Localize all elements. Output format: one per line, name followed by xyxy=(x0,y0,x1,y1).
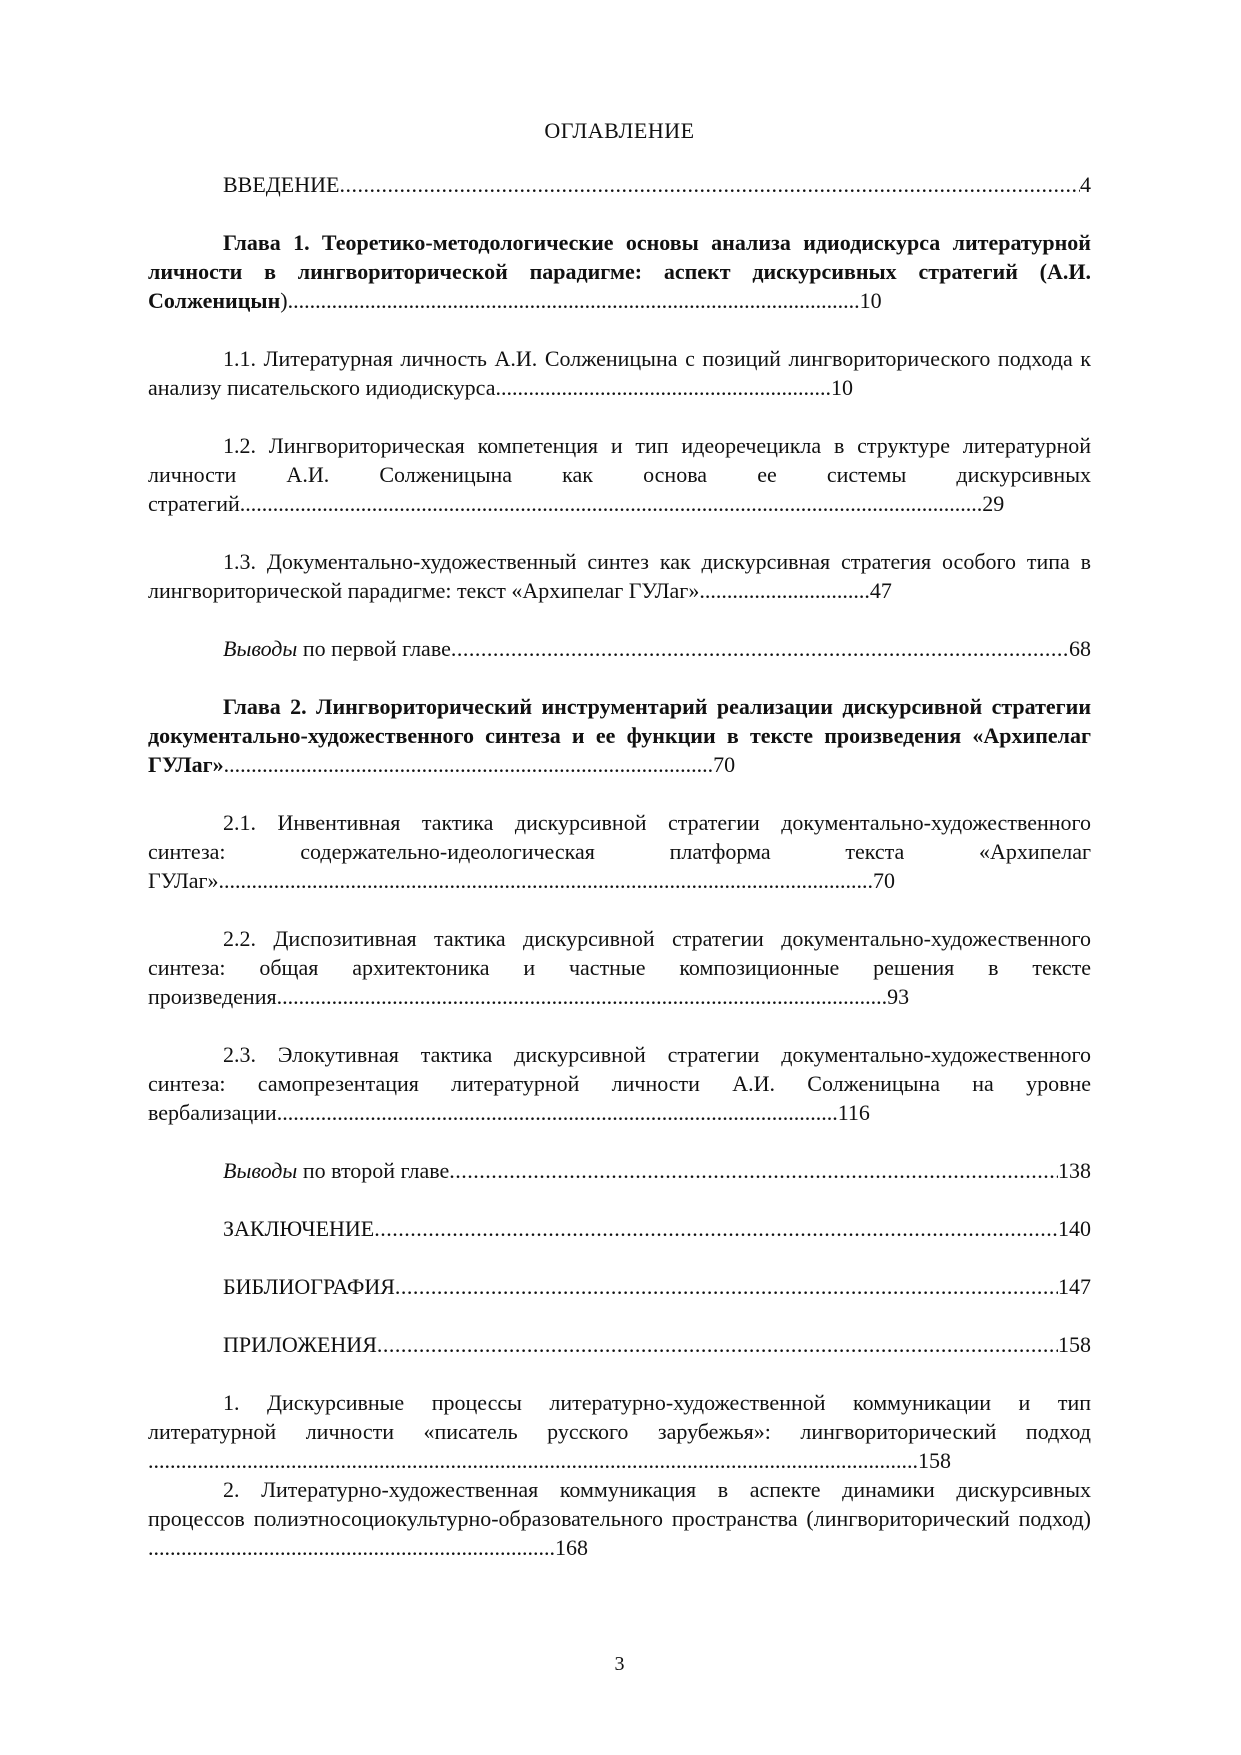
toc-entry-conclusions-1 xyxy=(148,634,1091,663)
toc-entry-text: Глава 2. Лингвориторический инструментарий реализации дискурсивной стратегии документально-художественного синтеза и ее функции в тексте произведения «Архипелаг ГУЛаг» xyxy=(148,694,1091,777)
toc-entry-label: ВВЕДЕНИЕ xyxy=(223,172,340,197)
toc-entry-appendices xyxy=(148,1330,1091,1359)
toc-entry-text: 1. Дискурсивные процессы литературно-художественной коммуникации и тип литературной личности «писатель русского зарубежья»: лингвориторический подход xyxy=(148,1390,1091,1444)
toc-entry-text: Глава 1. Теоретико-методологические основы анализа идиодискурса литературной личности в лингвориторической парадигме: аспект дискурсивных стратегий (А.И. Солженицын xyxy=(148,230,1091,313)
toc-entry-intro xyxy=(148,170,1091,199)
toc-entry-page: 158 xyxy=(918,1448,951,1473)
toc-entry-text: 2.2. Диспозитивная тактика дискурсивной стратегии документально-художественного синтеза: общая архитектоника и частные композиционные решения в тексте произведения xyxy=(148,926,1091,1009)
dot-leader xyxy=(374,1214,1058,1243)
toc-entry-label: БИБЛИОГРАФИЯ xyxy=(223,1274,395,1299)
toc-entry-section-1-2 xyxy=(148,431,1091,518)
dot-leader: ......................................................................................... xyxy=(223,752,714,777)
toc-entry-text: 1.1. Литературная личность А.И. Солженицына с позиций лингвориторического подхода к анализу писательского идиодискурса xyxy=(148,346,1091,400)
toc-entry-page: 168 xyxy=(555,1535,588,1560)
dot-leader: ....................................................................................................................... xyxy=(218,868,874,893)
toc-entry-page: 70 xyxy=(873,868,896,893)
dot-leader xyxy=(449,1156,1058,1185)
toc-entry-page: 10 xyxy=(830,375,853,400)
toc-entry-page: 47 xyxy=(869,578,892,603)
toc-entry-section-1-3 xyxy=(148,547,1091,605)
document-page xyxy=(148,0,1091,1755)
toc-entry-text: 2. Литературно-художественная коммуникация в аспекте динамики дискурсивных процессов полиэтносоциокультурно-образовательного пространства (лингвориторический подход) xyxy=(148,1477,1091,1531)
toc-entry-text: по первой главе xyxy=(297,636,451,661)
dot-leader: ...................................................................................................... xyxy=(276,1100,838,1125)
toc-entry-appendix-2 xyxy=(148,1475,1091,1562)
toc-entry-text: 1.3. Документально-художественный синтез как дискурсивная стратегия особого типа в лингвориторической парадигме: текст «Архипелаг ГУЛаг» xyxy=(148,549,1091,603)
toc-entry-page: 4 xyxy=(1080,172,1091,197)
toc-entry-section-1-1 xyxy=(148,344,1091,402)
toc-entry-label xyxy=(223,634,451,663)
toc-title: ОГЛАВЛЕНИЕ xyxy=(544,118,695,143)
dot-leader: ............................................................. xyxy=(495,375,831,400)
toc-entry-section-2-1 xyxy=(148,808,1091,895)
toc-entry-chapter-2 xyxy=(148,692,1091,779)
toc-entry-page: 140 xyxy=(1058,1216,1091,1241)
toc-entry-italic: Выводы xyxy=(223,1158,298,1183)
toc-entry-text-end: ) xyxy=(280,288,288,313)
toc-entry-page: 68 xyxy=(1069,636,1091,661)
toc-entry-label: ПРИЛОЖЕНИЯ xyxy=(223,1332,377,1357)
toc-entry-page: 138 xyxy=(1058,1158,1091,1183)
toc-entry-page: 116 xyxy=(837,1100,870,1125)
dot-leader xyxy=(377,1330,1058,1359)
toc-entry-page: 93 xyxy=(887,984,910,1009)
toc-entry-text: по второй главе xyxy=(297,1158,450,1183)
toc-entry-section-2-2 xyxy=(148,924,1091,1011)
dot-leader: .......................................................................... xyxy=(148,1535,555,1560)
toc-entry-label xyxy=(223,1156,449,1185)
toc-entry-chapter-1 xyxy=(148,228,1091,315)
toc-entry-conclusion xyxy=(148,1214,1091,1243)
toc-entry-label: ЗАКЛЮЧЕНИЕ xyxy=(223,1216,375,1241)
toc-entry-page: 70 xyxy=(713,752,736,777)
toc-entry-bibliography xyxy=(148,1272,1091,1301)
dot-leader: ............................................................................................................................................ xyxy=(148,1448,918,1473)
toc-entry-page: 29 xyxy=(982,491,1005,516)
toc-entry-page: 158 xyxy=(1058,1332,1091,1357)
dot-leader: ............................... xyxy=(699,578,870,603)
toc-entry-section-2-3 xyxy=(148,1040,1091,1127)
toc-entry-conclusions-2 xyxy=(148,1156,1091,1185)
toc-entry-text: 2.3. Элокутивная тактика дискурсивной стратегии документально-художественного синтеза: самопрезентация литературной личности А.И. Солженицына на уровне вербализации xyxy=(148,1042,1091,1125)
toc-entry-text: 1.2. Лингвориторическая компетенция и тип идеоречецикла в структуре литературной личности А.И. Солженицына как основа ее системы дискурсивных стратегий xyxy=(148,433,1091,516)
toc-entry-appendix-1 xyxy=(148,1388,1091,1475)
toc-entry-page: 147 xyxy=(1058,1274,1091,1299)
toc-entry-page: 10 xyxy=(859,288,882,313)
toc-entries xyxy=(148,170,1091,1562)
toc-entry-italic: Выводы xyxy=(223,636,298,661)
page-number: 3 xyxy=(614,1653,625,1675)
dot-leader: ........................................................................................................ xyxy=(287,288,860,313)
dot-leader xyxy=(339,170,1080,199)
dot-leader xyxy=(395,1272,1058,1301)
dot-leader: ............................................................................................................... xyxy=(276,984,888,1009)
dot-leader xyxy=(451,634,1069,663)
dot-leader: ....................................................................................................................................... xyxy=(239,491,983,516)
toc-entry-text: 2.1. Инвентивная тактика дискурсивной стратегии документально-художественного синтеза: содержательно-идеологическая платформа текста «Архипелаг ГУЛаг» xyxy=(148,810,1091,893)
